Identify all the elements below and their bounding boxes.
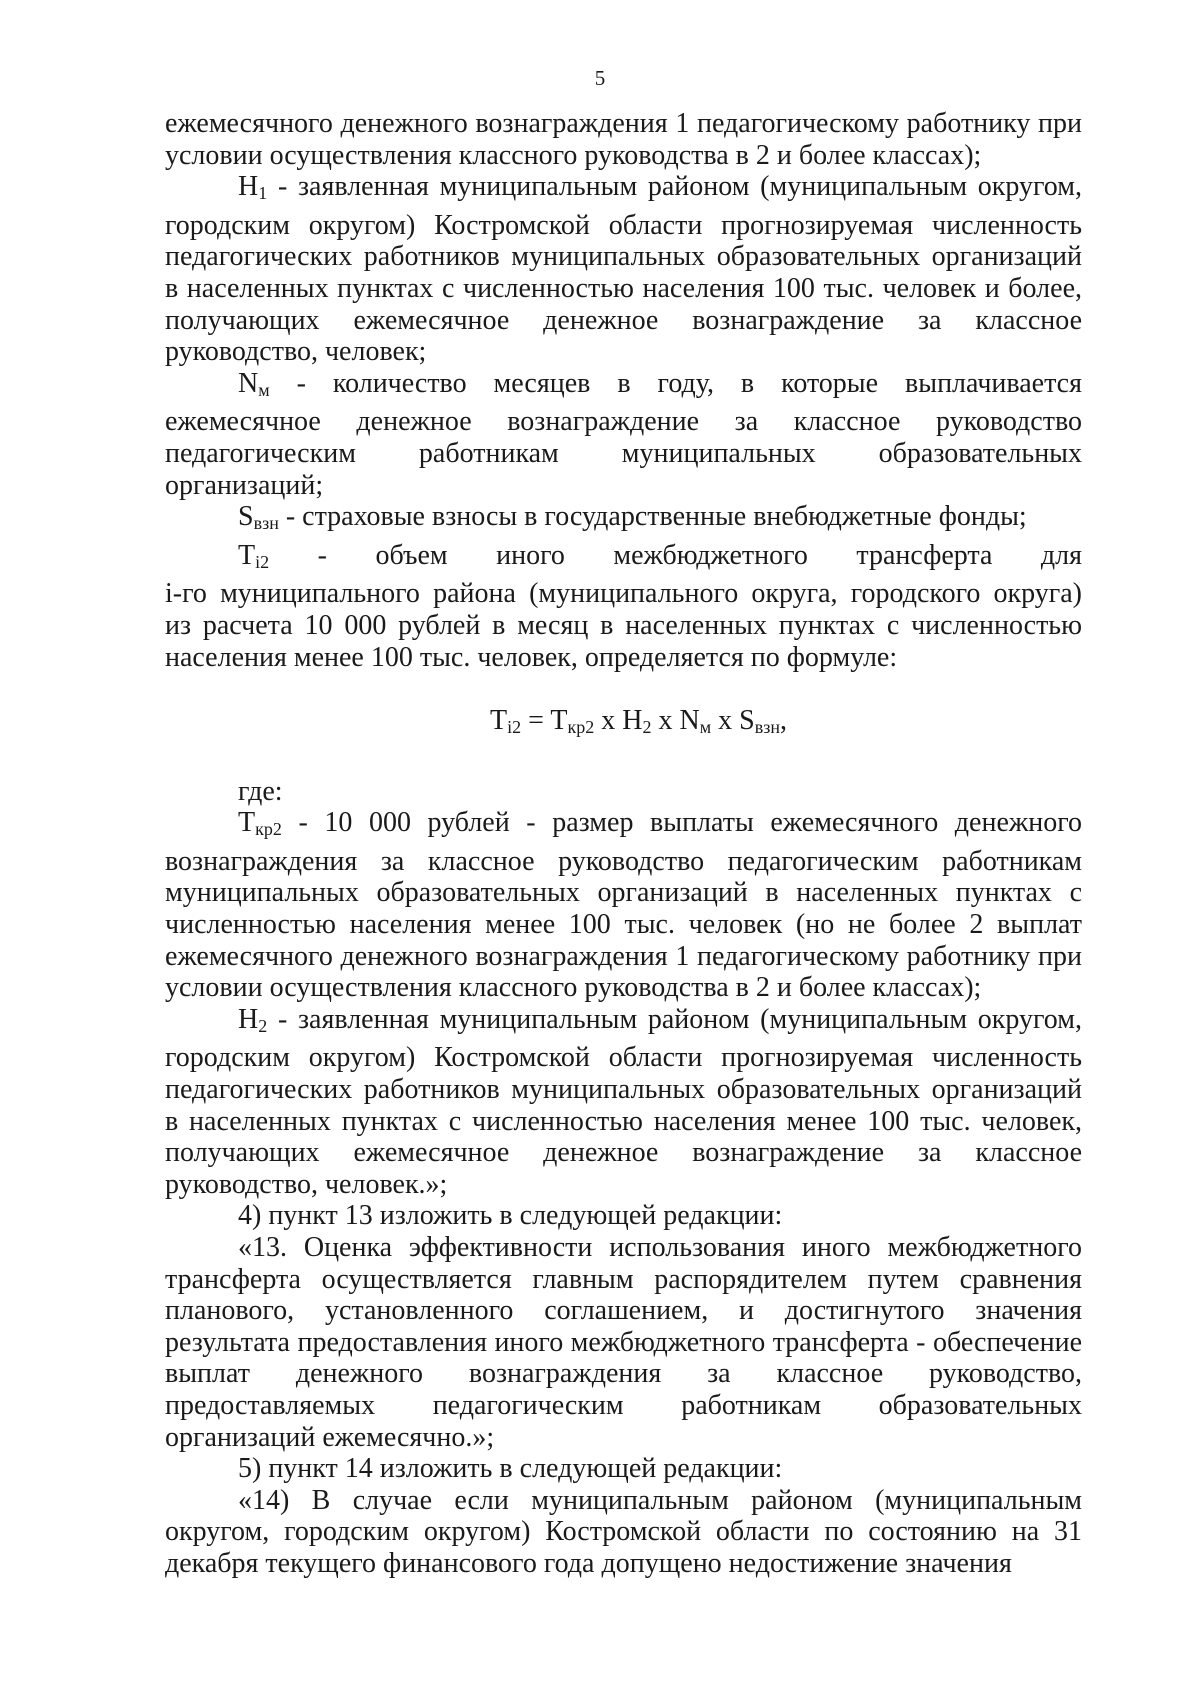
formula-subscript: кр2 bbox=[567, 717, 595, 738]
formula-part: = T bbox=[521, 705, 568, 737]
amendment-text-13: «13. Оценка эффективности использования иного межбюджетного трансферта осуществляется главным распорядителем путем сравнения планового, установленного соглашением, и достигнутого значения результата предоставления иного межбюджетного трансферта - обеспечение выплат денежного вознаграждения за классное руководство, предоставляемых педагогическим работникам образовательных организаций ежемесячно.»; bbox=[165, 1232, 1082, 1453]
definition-nm bbox=[165, 368, 1082, 501]
amendment-item-4: 4) пункт 13 изложить в следующей редакции: bbox=[238, 1200, 783, 1232]
symbol-t: T bbox=[238, 539, 256, 571]
formula-part: , bbox=[779, 705, 787, 737]
definition-line bbox=[165, 540, 1082, 579]
spacer bbox=[165, 673, 1082, 705]
definition-line: педагогическим работникам муниципальных образовательных bbox=[165, 437, 1082, 469]
symbol-h: Н bbox=[238, 1003, 259, 1035]
symbol-s: S bbox=[238, 501, 254, 533]
amendment-text-14: «14) В случае если муниципальным районом (муниципальным округом, городским округом) Костромской области по состоянию на 31 декабря текущего финансового года допущено недостижение значения bbox=[165, 1484, 1082, 1579]
formula-subscript: взн bbox=[754, 717, 780, 738]
subscript: взн bbox=[253, 513, 279, 534]
definition-line: i-го муниципального района (муниципального округа, городского округа) bbox=[165, 578, 1082, 610]
definition-tkr2 bbox=[165, 807, 1082, 1004]
subscript: м bbox=[258, 379, 270, 400]
definition-text: - количество месяцев в году, в которые выплачивается bbox=[269, 367, 1082, 399]
subscript: 1 bbox=[258, 183, 268, 204]
document-body bbox=[165, 108, 1082, 1580]
definition-text: - заявленная муниципальным районом (муниципальным округом, городским округом) Костромской области прогнозируемая численность педагогических работников муниципальных образовательных организаций в населенных пунктах с численностью населения менее 100 тыс. человек, получающих ежемесячное денежное вознаграждение за классное руководство, человек.»; bbox=[165, 1003, 1082, 1200]
definition-line: организаций; bbox=[165, 469, 324, 501]
formula-part: х Н bbox=[594, 705, 643, 737]
formula-part: х S bbox=[711, 705, 755, 737]
formula-subscript: м bbox=[699, 717, 712, 738]
formula-part: х N bbox=[651, 705, 700, 737]
where-label: где: bbox=[238, 775, 283, 807]
formula-subscript: 2 bbox=[642, 717, 652, 738]
definition-h2 bbox=[165, 1004, 1082, 1201]
formula-subscript: i2 bbox=[507, 717, 522, 738]
definition-line: из расчета 10 000 рублей в месяц в населенных пунктах с численностью bbox=[165, 609, 1082, 641]
page-number: 5 bbox=[594, 66, 606, 90]
definition-text: - страховые взносы в государственные внебюджетные фонды; bbox=[278, 501, 1027, 533]
amendment-item-5: 5) пункт 14 изложить в следующей редакции: bbox=[238, 1453, 783, 1485]
definition-text: - объем иного межбюджетного трансферта для bbox=[269, 539, 1082, 571]
definition-svzn bbox=[165, 501, 1082, 540]
subscript: i2 bbox=[255, 551, 270, 572]
spacer bbox=[165, 744, 1082, 776]
formula bbox=[165, 705, 1082, 744]
definition-text: - заявленная муниципальным районом (муниципальным округом, городским округом) Костромской области прогнозируемая численность педагогических работников муниципальных образовательных организаций в населенных пунктах с численностью населения 100 тыс. человек и более, получающих ежемесячное денежное вознаграждение за классное руководство, человек; bbox=[165, 171, 1082, 368]
subscript: кр2 bbox=[255, 819, 282, 840]
definition-text: - 10 000 рублей - размер выплаты ежемесячного денежного вознаграждения за классное руководство педагогическим работникам муниципальных образовательных организаций в населенных пунктах с численностью населения менее 100 тыс. человек (но не более 2 выплат ежемесячного денежного вознаграждения 1 педагогическому работнику при условии осуществления классного руководства в 2 и более классах); bbox=[165, 807, 1082, 1004]
definition-line: ежемесячное денежное вознаграждение за классное руководство bbox=[165, 406, 1082, 438]
symbol-h: Н bbox=[238, 171, 259, 203]
definition-h1 bbox=[165, 171, 1082, 368]
symbol-t: T bbox=[238, 807, 256, 839]
subscript: 2 bbox=[258, 1015, 268, 1036]
definition-ti2 bbox=[165, 540, 1082, 673]
definition-line: населения менее 100 тыс. человек, определяется по формуле: bbox=[165, 641, 898, 673]
symbol-n: N bbox=[238, 367, 259, 399]
definition-line bbox=[165, 368, 1082, 407]
formula-part: T bbox=[490, 705, 508, 737]
paragraph-continuation: ежемесячного денежного вознаграждения 1 педагогическому работнику при условии осуществления классного руководства в 2 и более классах); bbox=[165, 108, 1082, 171]
